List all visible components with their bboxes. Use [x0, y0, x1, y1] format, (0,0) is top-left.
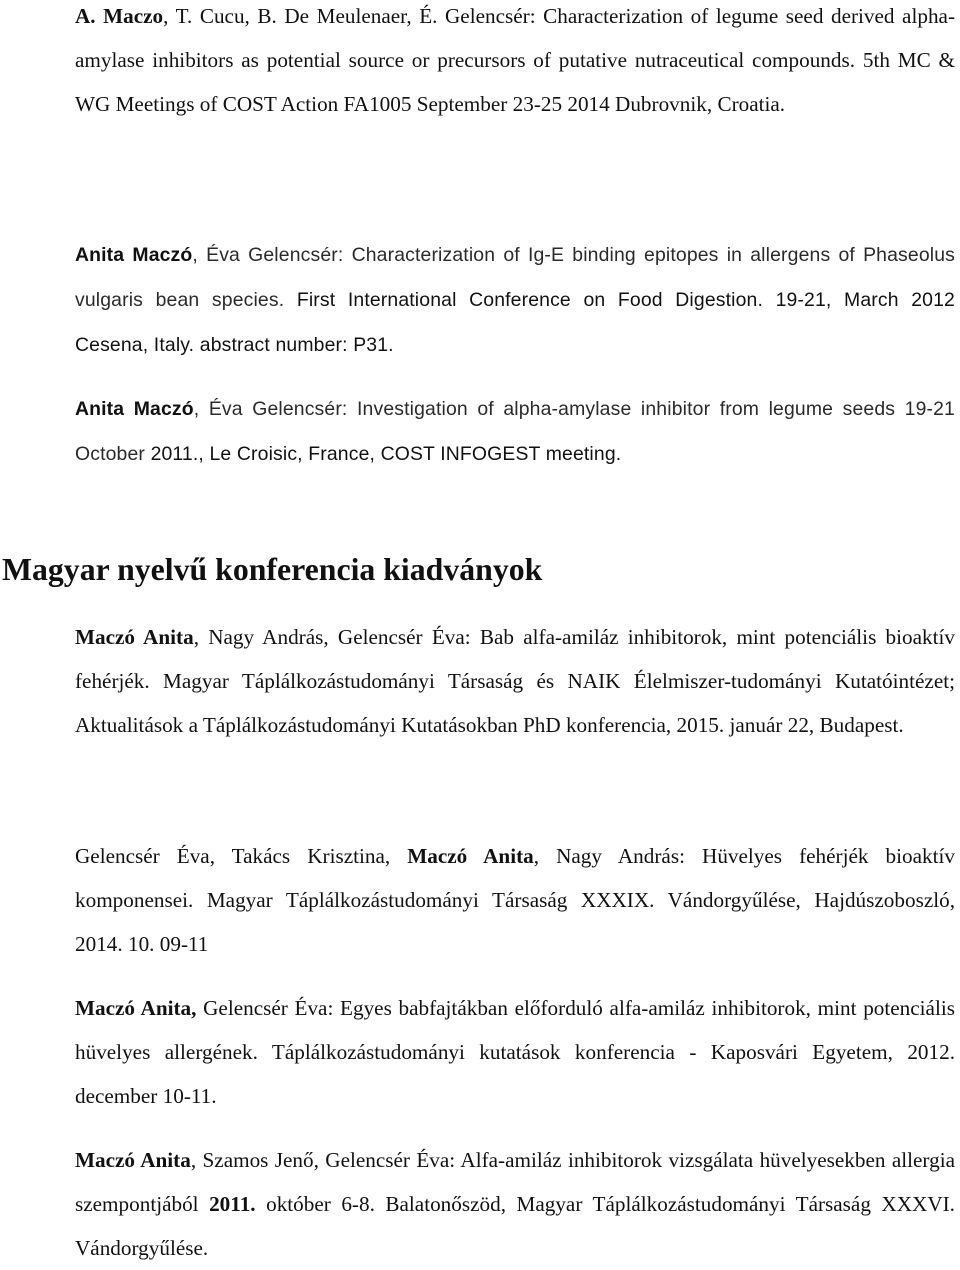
author-highlight: Maczó Anita — [75, 1148, 191, 1172]
co-authors: , Éva Gelencsér: — [193, 398, 357, 420]
co-authors: , Szamos Jenő, Gelencsér Éva: — [190, 1148, 461, 1172]
publication-entry — [75, 1138, 955, 1270]
author-highlight: Anita Maczó — [75, 244, 193, 266]
publication-title: Characterization of Ig-E binding epitopes in allergens of Phaseolus vulgaris bean species. — [75, 244, 955, 311]
publication-title: Alfa-amiláz inhibitorok vizsgálata hüvelyesekben allergia szempontjából — [75, 1148, 955, 1216]
publication-details: Hüvelyes fehérjék bioaktív komponensei. Magyar Táplálkozástudományi Társaság XXXIX. Vándorgyűlése, Hajdúszoboszló, 2014. 10. 09-11 — [75, 844, 955, 956]
publication-entry — [75, 386, 955, 476]
publication-entry — [75, 986, 955, 1118]
publication-details: First International Conference on Food Digestion. 19-21, March 2012 Cesena, Italy. abstract number: P31. — [75, 289, 955, 356]
author-highlight: Maczó Anita — [75, 625, 194, 649]
publication-details: Bab alfa-amiláz inhibitorok, mint potenciális bioaktív fehérjék. Magyar Táplálkozástudományi Társaság és NAIK Élelmiszer-tudományi Kutatóintézet; Aktualitások a Táplálkozástudományi Kutatásokban PhD konferencia, 2015. január 22, Budapest. — [75, 625, 955, 737]
author-highlight: A. Maczo — [75, 4, 164, 28]
publication-details: Egyes babfajtákban előforduló alfa-amiláz inhibitorok, mint potenciális hüvelyes allergének. Táplálkozástudományi kutatások konferencia - Kaposvári Egyetem, 2012. december 10-11. — [75, 996, 955, 1108]
publication-details: 2011., Le Croisic, France, COST INFOGEST meeting. — [150, 443, 622, 465]
publication-entry — [75, 615, 955, 747]
publication-entry — [75, 834, 955, 966]
co-authors: Gelencsér Éva: — [196, 996, 341, 1020]
co-authors: , Nagy András, Gelencsér Éva: — [193, 625, 480, 649]
author-highlight: Anita Maczó — [75, 398, 194, 420]
publication-year: 2011. — [209, 1192, 256, 1216]
co-authors: , Éva Gelencsér: — [192, 244, 352, 266]
co-authors: , Nagy András: — [533, 844, 703, 868]
publication-details: Characterization of legume seed derived alpha-amylase inhibitors as potential source or precursors of putative nutraceutical compounds. 5th MC & WG Meetings of COST Action FA1005 September 23-25 2014 Dubrovnik, Croatia. — [75, 4, 955, 116]
publication-title: Investigation of alpha-amylase inhibitor from legume seeds 19-21 October — [75, 398, 955, 465]
publication-entry — [75, 0, 955, 126]
section-heading: Magyar nyelvű konferencia kiadványok — [2, 552, 543, 587]
author-highlight: Maczó Anita, — [75, 996, 197, 1020]
publication-entry — [75, 232, 955, 367]
co-authors: , T. Cucu, B. De Meulenaer, É. Gelencsér: — [163, 4, 544, 28]
publication-details: október 6-8. Balatonőszöd, Magyar Táplálkozástudományi Társaság XXXVI. Vándorgyűlése. — [75, 1192, 955, 1260]
co-authors: Gelencsér Éva, Takács Krisztina, — [75, 844, 408, 868]
author-highlight: Maczó Anita — [407, 844, 534, 868]
